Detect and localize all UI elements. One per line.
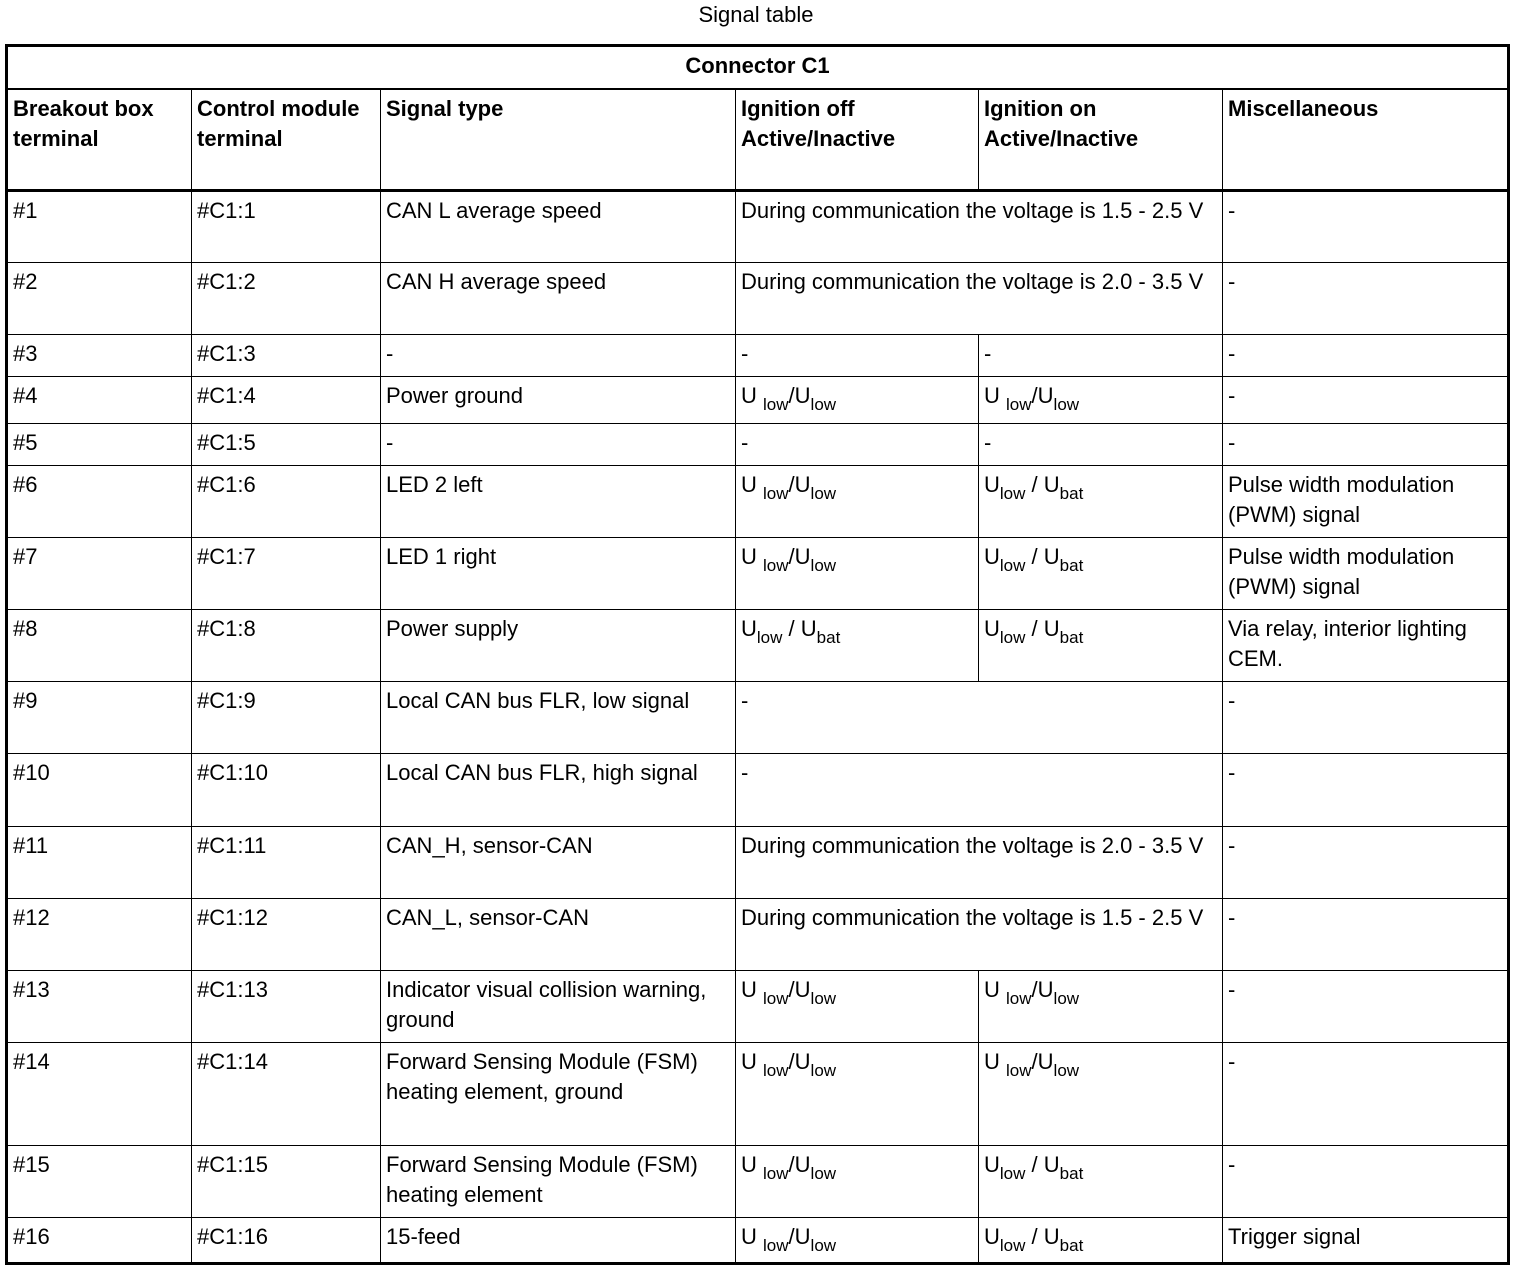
- voltage-value: $U_{low} / U_{bat}$: [984, 543, 1084, 575]
- misc-cell: -: [1223, 376, 1509, 423]
- control-cell: #C1:14: [192, 1042, 381, 1145]
- misc-cell: -: [1223, 190, 1509, 262]
- misc-cell: Trigger signal: [1223, 1217, 1509, 1263]
- breakout-cell: #3: [7, 334, 192, 376]
- voltage-value: U $_{low}/U_{low}$: [741, 1151, 837, 1183]
- voltage-value: $U_{low} / U_{bat}$: [984, 1151, 1084, 1183]
- header-control-terminal: Control module terminal: [192, 89, 381, 190]
- control-cell: #C1:2: [192, 262, 381, 334]
- control-cell: #C1:13: [192, 970, 381, 1042]
- voltage-value: U $_{low}/U_{low}$: [741, 976, 837, 1008]
- signal-cell: CAN H average speed: [381, 262, 736, 334]
- header-breakout-terminal: Breakout box terminal: [7, 89, 192, 190]
- breakout-cell: #11: [7, 826, 192, 898]
- ignition-off-cell: [736, 609, 979, 681]
- ignition-off-cell: [736, 970, 979, 1042]
- misc-cell: -: [1223, 898, 1509, 970]
- control-cell: #C1:6: [192, 465, 381, 537]
- table-row: [7, 1042, 1509, 1145]
- header-ignition-on: Ignition on Active/Inactive: [979, 89, 1223, 190]
- table-row: [7, 609, 1509, 681]
- breakout-cell: #15: [7, 1145, 192, 1217]
- ignition-on-cell: [979, 465, 1223, 537]
- misc-cell: -: [1223, 753, 1509, 826]
- voltage-value: U $_{low}/U_{low}$: [741, 1223, 837, 1255]
- signal-cell: LED 1 right: [381, 537, 736, 609]
- table-caption: Signal table: [698, 2, 814, 27]
- table-row: [7, 970, 1509, 1042]
- misc-cell: -: [1223, 970, 1509, 1042]
- header-signal-type: Signal type: [381, 89, 736, 190]
- breakout-cell: #10: [7, 753, 192, 826]
- signal-table: [5, 44, 1510, 1265]
- ignition-on-cell: [979, 970, 1223, 1042]
- signal-cell: CAN_H, sensor-CAN: [381, 826, 736, 898]
- signal-cell: LED 2 left: [381, 465, 736, 537]
- signal-cell: Forward Sensing Module (FSM) heating element: [381, 1145, 736, 1217]
- table-row: [7, 826, 1509, 898]
- breakout-cell: #4: [7, 376, 192, 423]
- control-cell: #C1:9: [192, 681, 381, 753]
- control-cell: #C1:8: [192, 609, 381, 681]
- ignition-off-cell: [736, 465, 979, 537]
- ignition-off-cell: [736, 1145, 979, 1217]
- ignition-on-cell: [979, 1217, 1223, 1263]
- table-row: [7, 334, 1509, 376]
- header-ignition-off: Ignition off Active/Inactive: [736, 89, 979, 190]
- control-cell: #C1:7: [192, 537, 381, 609]
- ignition-cell: During communication the voltage is 1.5 - 2.5 V: [736, 190, 1223, 262]
- table-row: [7, 376, 1509, 423]
- header-miscellaneous: Miscellaneous: [1223, 89, 1509, 190]
- ignition-cell: During communication the voltage is 2.0 - 3.5 V: [736, 826, 1223, 898]
- voltage-value: $U_{low} / U_{bat}$: [984, 471, 1084, 503]
- voltage-value: U $_{low}/U_{low}$: [741, 382, 837, 414]
- misc-cell: -: [1223, 1145, 1509, 1217]
- voltage-value: U $_{low}/U_{low}$: [984, 976, 1080, 1008]
- voltage-value: U $_{low}/U_{low}$: [984, 1048, 1080, 1080]
- ignition-on-cell: [979, 537, 1223, 609]
- connector-title: Connector C1: [7, 46, 1509, 90]
- table-row: [7, 465, 1509, 537]
- ignition-cell: -: [736, 681, 1223, 753]
- control-cell: #C1:11: [192, 826, 381, 898]
- misc-cell: -: [1223, 423, 1509, 465]
- control-cell: #C1:16: [192, 1217, 381, 1263]
- ignition-cell: -: [736, 753, 1223, 826]
- control-cell: #C1:12: [192, 898, 381, 970]
- table-row: [7, 1145, 1509, 1217]
- ignition-off-cell: [736, 537, 979, 609]
- ignition-on-cell: [979, 1042, 1223, 1145]
- voltage-value: $U_{low} / U_{bat}$: [984, 1223, 1084, 1255]
- table-row: [7, 1217, 1509, 1263]
- signal-cell: CAN_L, sensor-CAN: [381, 898, 736, 970]
- ignition-off-cell: [736, 1042, 979, 1145]
- ignition-on-cell: [979, 376, 1223, 423]
- ignition-on-cell: [979, 609, 1223, 681]
- voltage-value: U $_{low}/U_{low}$: [984, 382, 1080, 414]
- ignition-on-cell: -: [979, 334, 1223, 376]
- voltage-value: U $_{low}/U_{low}$: [741, 543, 837, 575]
- ignition-off-cell: [736, 376, 979, 423]
- table-row: [7, 898, 1509, 970]
- signal-cell: CAN L average speed: [381, 190, 736, 262]
- table-row: [7, 753, 1509, 826]
- table-row: [7, 537, 1509, 609]
- breakout-cell: #1: [7, 190, 192, 262]
- breakout-cell: #6: [7, 465, 192, 537]
- signal-cell: Local CAN bus FLR, low signal: [381, 681, 736, 753]
- table-row: [7, 423, 1509, 465]
- misc-cell: Pulse width modulation (PWM) signal: [1223, 537, 1509, 609]
- ignition-cell: During communication the voltage is 1.5 - 2.5 V: [736, 898, 1223, 970]
- signal-cell: Local CAN bus FLR, high signal: [381, 753, 736, 826]
- voltage-value: $U_{low} / U_{bat}$: [741, 615, 841, 647]
- signal-cell: Forward Sensing Module (FSM) heating element, ground: [381, 1042, 736, 1145]
- breakout-cell: #8: [7, 609, 192, 681]
- control-cell: #C1:5: [192, 423, 381, 465]
- misc-cell: -: [1223, 262, 1509, 334]
- signal-cell: -: [381, 423, 736, 465]
- table-row: [7, 190, 1509, 262]
- signal-cell: 15-feed: [381, 1217, 736, 1263]
- misc-cell: -: [1223, 1042, 1509, 1145]
- ignition-off-cell: [736, 1217, 979, 1263]
- signal-cell: -: [381, 334, 736, 376]
- misc-cell: -: [1223, 681, 1509, 753]
- control-cell: #C1:10: [192, 753, 381, 826]
- misc-cell: -: [1223, 826, 1509, 898]
- breakout-cell: #9: [7, 681, 192, 753]
- signal-cell: Power ground: [381, 376, 736, 423]
- misc-cell: -: [1223, 334, 1509, 376]
- breakout-cell: #5: [7, 423, 192, 465]
- breakout-cell: #14: [7, 1042, 192, 1145]
- voltage-value: U $_{low}/U_{low}$: [741, 1048, 837, 1080]
- misc-cell: Pulse width modulation (PWM) signal: [1223, 465, 1509, 537]
- control-cell: #C1:1: [192, 190, 381, 262]
- control-cell: #C1:3: [192, 334, 381, 376]
- table-row: [7, 262, 1509, 334]
- control-cell: #C1:4: [192, 376, 381, 423]
- control-cell: #C1:15: [192, 1145, 381, 1217]
- misc-cell: Via relay, interior lighting CEM.: [1223, 609, 1509, 681]
- breakout-cell: #13: [7, 970, 192, 1042]
- ignition-cell: During communication the voltage is 2.0 - 3.5 V: [736, 262, 1223, 334]
- breakout-cell: #16: [7, 1217, 192, 1263]
- ignition-on-cell: -: [979, 423, 1223, 465]
- breakout-cell: #7: [7, 537, 192, 609]
- voltage-value: U $_{low}/U_{low}$: [741, 471, 837, 503]
- voltage-value: $U_{low} / U_{bat}$: [984, 615, 1084, 647]
- breakout-cell: #2: [7, 262, 192, 334]
- ignition-on-cell: [979, 1145, 1223, 1217]
- breakout-cell: #12: [7, 898, 192, 970]
- ignition-off-cell: -: [736, 334, 979, 376]
- ignition-off-cell: -: [736, 423, 979, 465]
- signal-cell: Power supply: [381, 609, 736, 681]
- table-row: [7, 681, 1509, 753]
- signal-cell: Indicator visual collision warning, ground: [381, 970, 736, 1042]
